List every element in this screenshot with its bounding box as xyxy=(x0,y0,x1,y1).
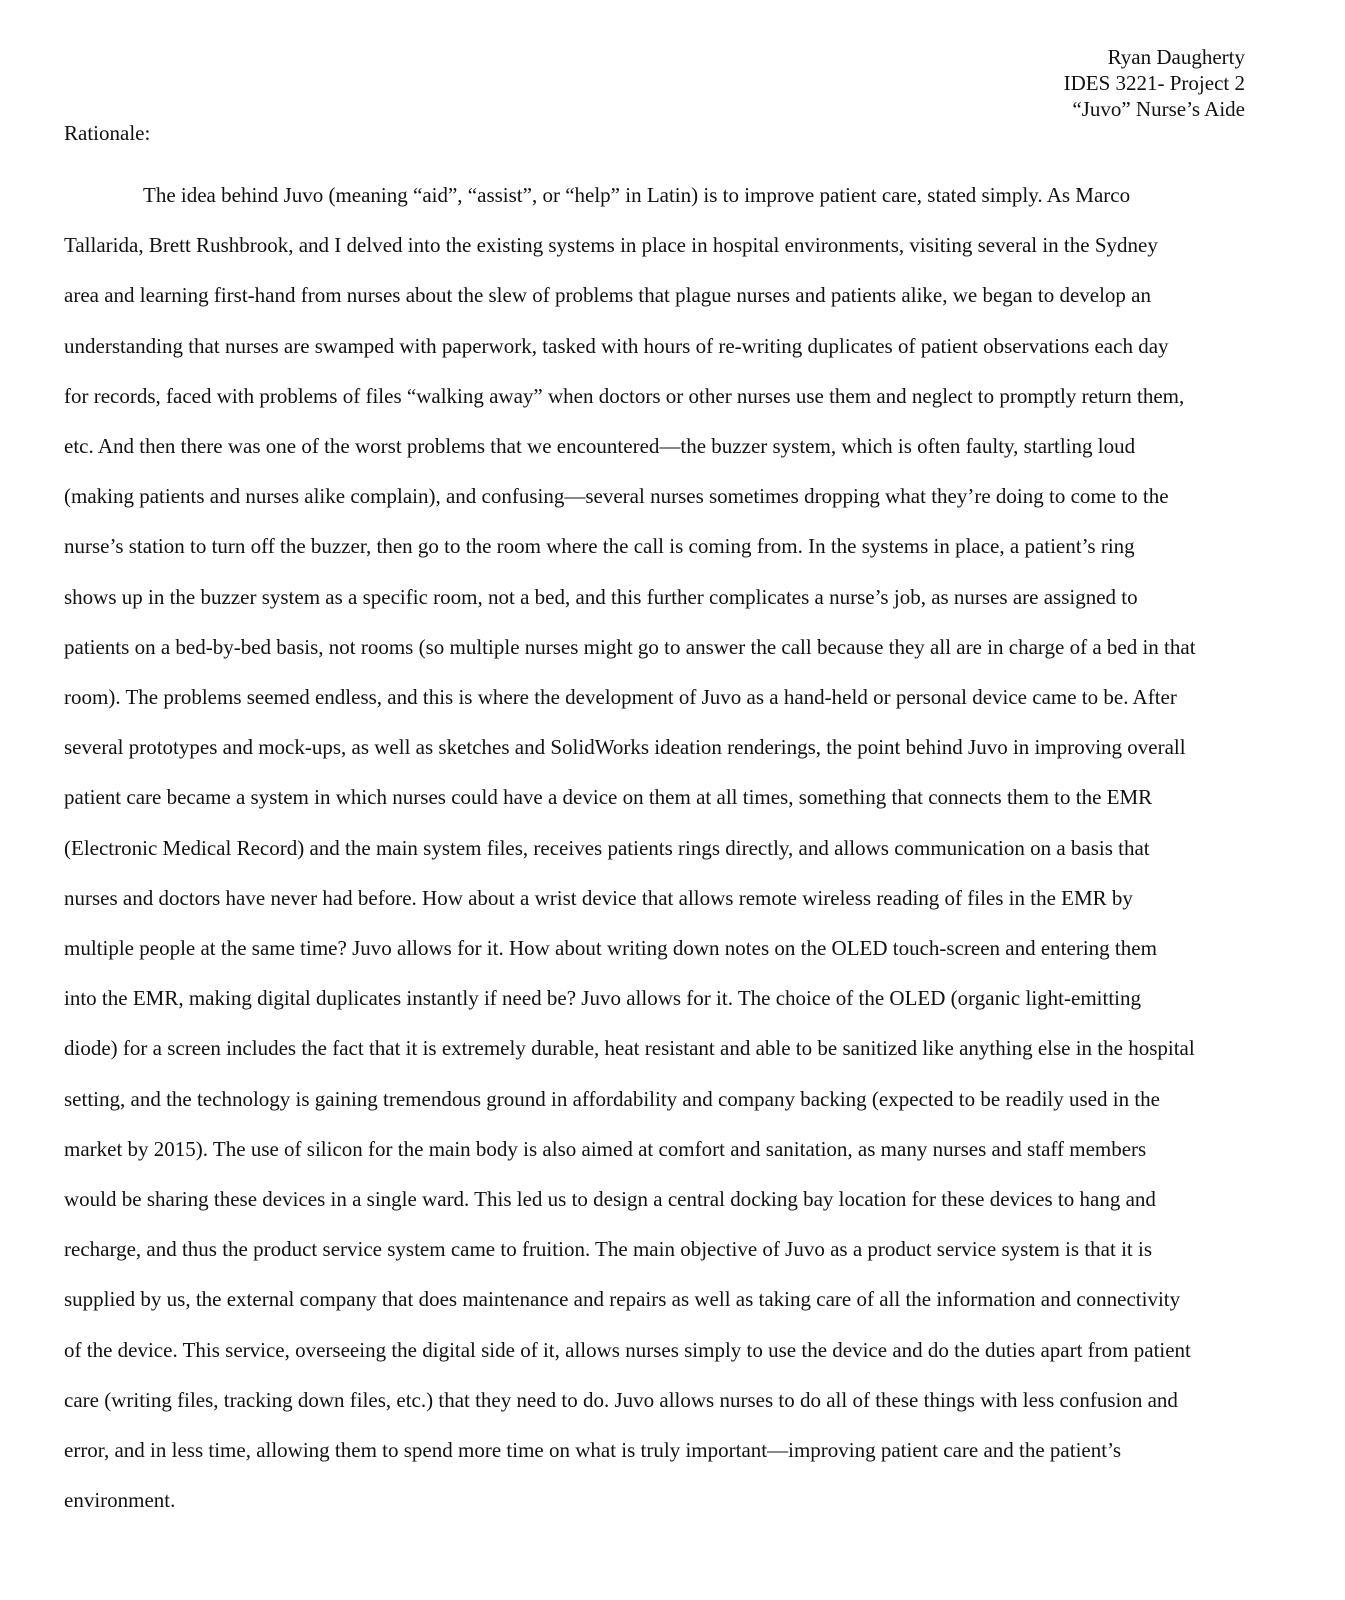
project-title: “Juvo” Nurse’s Aide xyxy=(1072,97,1245,121)
document-header xyxy=(1064,44,1245,122)
paragraph-line: shows up in the buzzer system as a specific room, not a bed, and this further complicates a nurse’s job, as nurses are assigned to xyxy=(64,584,1138,609)
paragraph-line: for records, faced with problems of files “walking away” when doctors or other nurses use them and neglect to promptly return them, xyxy=(64,383,1185,408)
paragraph-line: market by 2015). The use of silicon for the main body is also aimed at comfort and sanitation, as many nurses and staff members xyxy=(64,1136,1147,1161)
paragraph-line: room). The problems seemed endless, and this is where the development of Juvo as a hand-held or personal device came to be. After xyxy=(64,685,1177,710)
paragraph-line: recharge, and thus the product service system came to fruition. The main objective of Juvo as a product service system is that it is xyxy=(64,1237,1153,1262)
paragraph-line: patients on a bed-by-bed basis, not rooms (so multiple nurses might go to answer the call because they all are in charge of a bed in that xyxy=(64,634,1196,659)
paragraph-line: etc. And then there was one of the worst problems that we encountered—the buzzer system, which is often faulty, startling loud xyxy=(64,434,1136,459)
rationale-paragraph xyxy=(64,170,1196,1525)
paragraph-line: error, and in less time, allowing them to spend more time on what is truly important—improving patient care and the patient’s xyxy=(64,1438,1122,1463)
paragraph-line: area and learning first-hand from nurses about the slew of problems that plague nurses and patients alike, we began to develop an xyxy=(64,283,1151,308)
author-name: Ryan Daugherty xyxy=(1107,45,1245,69)
course-title: IDES 3221- Project 2 xyxy=(1063,71,1245,95)
paragraph-line: would be sharing these devices in a single ward. This led us to design a central docking bay location for these devices to hang and xyxy=(64,1187,1156,1212)
paragraph-line: care (writing files, tracking down files, etc.) that they need to do. Juvo allows nurses to do all of these things with less confusion and xyxy=(64,1387,1178,1412)
paragraph-line: of the device. This service, overseeing the digital side of it, allows nurses simply to use the device and do the duties apart from patient xyxy=(64,1337,1191,1362)
paragraph-line: setting, and the technology is gaining tremendous ground in affordability and company backing (expected to be readily used in the xyxy=(64,1086,1160,1111)
paragraph-line: The idea behind Juvo (meaning “aid”, “assist”, or “help” in Latin) is to improve patient care, stated simply. As Marco xyxy=(143,183,1131,207)
paragraph-line: environment. xyxy=(64,1488,176,1513)
section-heading: Rationale: xyxy=(64,121,151,145)
paragraph-line: nurse’s station to turn off the buzzer, then go to the room where the call is coming from. In the systems in place, a patient’s ring xyxy=(64,534,1135,559)
paragraph-line: patient care became a system in which nurses could have a device on them at all times, something that connects them to the EMR xyxy=(64,785,1153,810)
paragraph-line: (making patients and nurses alike complain), and confusing—several nurses sometimes dropping what they’re doing to come to the xyxy=(64,484,1169,509)
paragraph-line: supplied by us, the external company that does maintenance and repairs as well as taking care of all the information and connectivity xyxy=(64,1287,1181,1312)
paragraph-line: diode) for a screen includes the fact that it is extremely durable, heat resistant and able to be sanitized like anything else in the hospital xyxy=(64,1036,1195,1061)
paragraph-line: nurses and doctors have never had before. How about a wrist device that allows remote wireless reading of files in the EMR by xyxy=(64,885,1133,910)
paragraph-line: into the EMR, making digital duplicates instantly if need be? Juvo allows for it. The choice of the OLED (organic light-emitting xyxy=(64,986,1141,1011)
paragraph-line: several prototypes and mock-ups, as well as sketches and SolidWorks ideation renderings, the point behind Juvo in improving overall xyxy=(64,735,1186,760)
paragraph-line: understanding that nurses are swamped with paperwork, tasked with hours of re-writing duplicates of patient observations each day xyxy=(64,333,1169,358)
paragraph-line: Tallarida, Brett Rushbrook, and I delved into the existing systems in place in hospital environments, visiting several in the Sydney xyxy=(64,233,1158,258)
paragraph-line: (Electronic Medical Record) and the main system files, receives patients rings directly, and allows communication on a basis that xyxy=(64,835,1150,860)
paragraph-line: multiple people at the same time? Juvo allows for it. How about writing down notes on the OLED touch-screen and entering them xyxy=(64,936,1157,961)
